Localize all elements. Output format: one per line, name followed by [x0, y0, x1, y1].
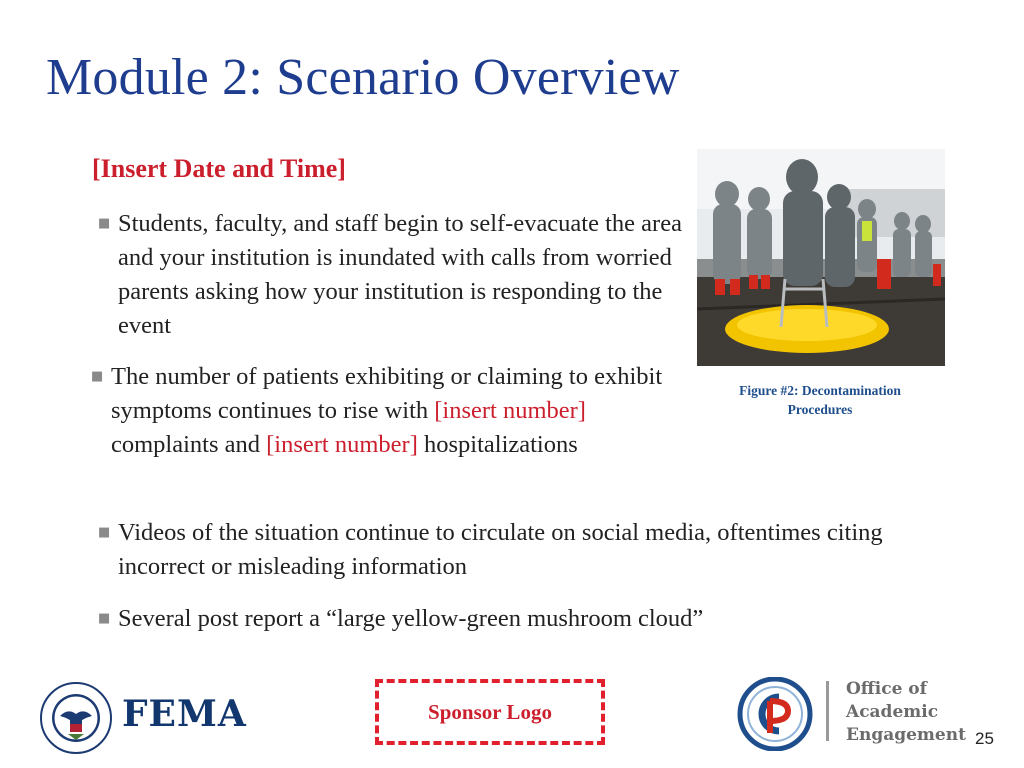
- footer-divider: [826, 681, 829, 741]
- page-number: 25: [975, 729, 994, 748]
- insert-number-placeholder-2: [insert number]: [266, 431, 418, 458]
- bullet-videos: [98, 516, 958, 584]
- decontamination-photo: [697, 149, 945, 366]
- bullet-patients-text-2: complaints and: [111, 431, 267, 458]
- bullet-evacuation: [98, 207, 688, 343]
- sponsor-logo-placeholder: [375, 679, 605, 745]
- square-bullet-icon: ■: [98, 611, 111, 626]
- sponsor-logo-label: Sponsor Logo: [428, 699, 552, 724]
- fema-wordmark: FEMA: [122, 693, 247, 735]
- square-bullet-icon: ■: [91, 369, 104, 384]
- date-time-placeholder: [Insert Date and Time]: [92, 154, 346, 183]
- bullet-evacuation-text: Students, faculty, and staff begin to self-evacuate the area and your institution is inundated with calls from worried parents asking how your institution is responding to the event: [118, 210, 682, 339]
- office-line-2: Academic: [846, 702, 939, 722]
- bullet-mushroom-cloud-text: Several post report a “large yellow-green mushroom cloud”: [118, 605, 704, 632]
- bullet-videos-text: Videos of the situation continue to circulate on social media, oftentimes citing incorrect or misleading information: [118, 519, 883, 580]
- slide-title: Module 2: Scenario Overview: [46, 49, 680, 106]
- figure-caption: Figure #2: Decontamination Procedures: [739, 383, 901, 417]
- bullet-patients-text-1: The number of patients exhibiting or claiming to exhibit symptoms continues to rise with: [111, 363, 663, 424]
- bullet-patients-text-3: hospitalizations: [417, 431, 578, 458]
- bullet-patients: [91, 360, 691, 462]
- insert-number-placeholder-1: [insert number]: [434, 397, 586, 424]
- office-line-1: Office of: [846, 679, 927, 699]
- square-bullet-icon: ■: [98, 216, 111, 231]
- office-of-academic-engagement: [846, 678, 966, 747]
- square-bullet-icon: ■: [98, 525, 111, 540]
- bullet-mushroom-cloud: [98, 602, 958, 636]
- campus-resilience-logo-icon: [736, 677, 814, 751]
- dhs-seal-icon: [40, 682, 112, 754]
- office-line-3: Engagement: [846, 725, 966, 745]
